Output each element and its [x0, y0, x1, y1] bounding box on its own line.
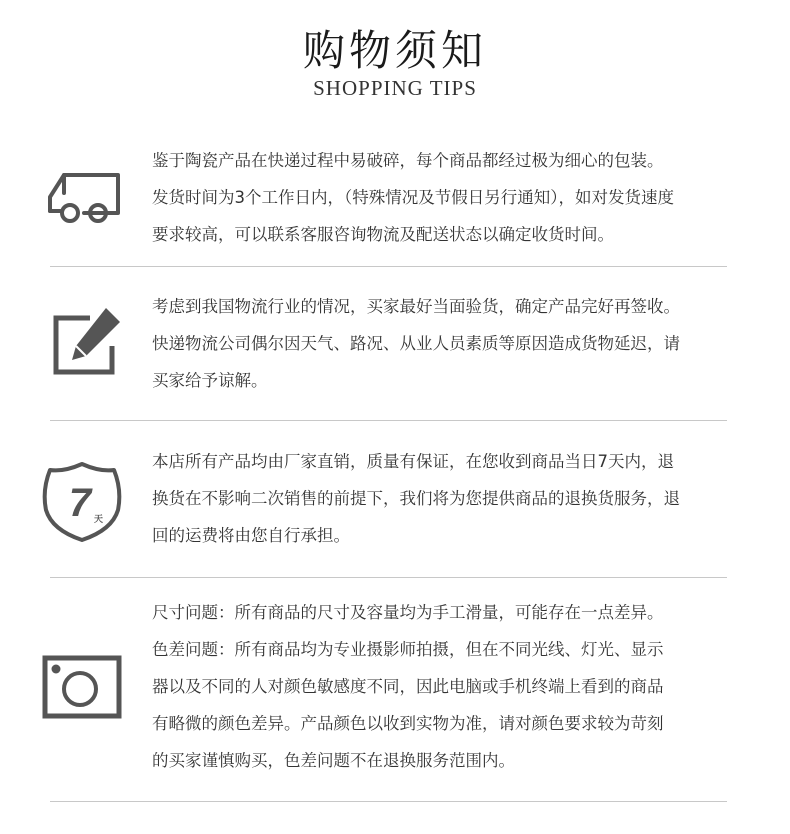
section-size-color-line: 器以及不同的人对颜色敏感度不同，因此电脑或手机终端上看到的商品	[152, 677, 664, 696]
section-inspection-line: 考虑到我国物流行业的情况，买家最好当面验货，确定产品完好再签收。	[152, 297, 680, 316]
section-delivery-line: 发货时间为3个工作日内，（特殊情况及节假日另行通知），如对发货速度	[152, 188, 674, 207]
section-delivery-line: 要求较高，可以联系客服咨询物流及配送状态以确定收货时间。	[152, 225, 614, 244]
seven-day-return-shield-icon	[42, 460, 122, 548]
section-returns-line: 本店所有产品均由厂家直销，质量有保证，在您收到商品当日7天内，退	[152, 452, 674, 471]
badge-number: 7	[68, 481, 92, 525]
camera-icon	[42, 655, 122, 723]
section-size-color-line: 的买家谨慎购买，色差问题不在退换服务范围内。	[152, 751, 515, 770]
section-delivery-line: 鉴于陶瓷产品在快递过程中易破碎，每个商品都经过极为细心的包装。	[152, 151, 664, 170]
page-subtitle: SHOPPING TIPS	[313, 76, 477, 100]
section-size-color-line: 尺寸问题：所有商品的尺寸及容量均为手工滑量，可能存在一点差异。	[152, 603, 664, 622]
section-size-color-line: 色差问题：所有商品均为专业摄影师拍摄，但在不同光线、灯光、显示	[152, 640, 664, 659]
section-divider	[50, 801, 727, 802]
page-title: 购物须知	[302, 26, 487, 75]
section-divider	[50, 577, 727, 578]
delivery-truck-icon	[40, 163, 124, 231]
section-size-color-line: 有略微的颜色差异。产品颜色以收到实物为准，请对颜色要求较为苛刻	[152, 714, 664, 733]
section-inspection-line: 快递物流公司偶尔因天气、路况、从业人员素质等原因造成货物延迟，请	[152, 334, 680, 353]
section-divider	[50, 420, 727, 421]
section-returns-line: 回的运费将由您自行承担。	[152, 526, 350, 545]
edit-pencil-icon	[50, 304, 126, 382]
section-divider	[50, 266, 727, 267]
section-inspection-line: 买家给予谅解。	[152, 371, 268, 390]
section-returns-line: 换货在不影响二次销售的前提下，我们将为您提供商品的退换货服务，退	[152, 489, 680, 508]
badge-unit: 天	[94, 515, 104, 525]
